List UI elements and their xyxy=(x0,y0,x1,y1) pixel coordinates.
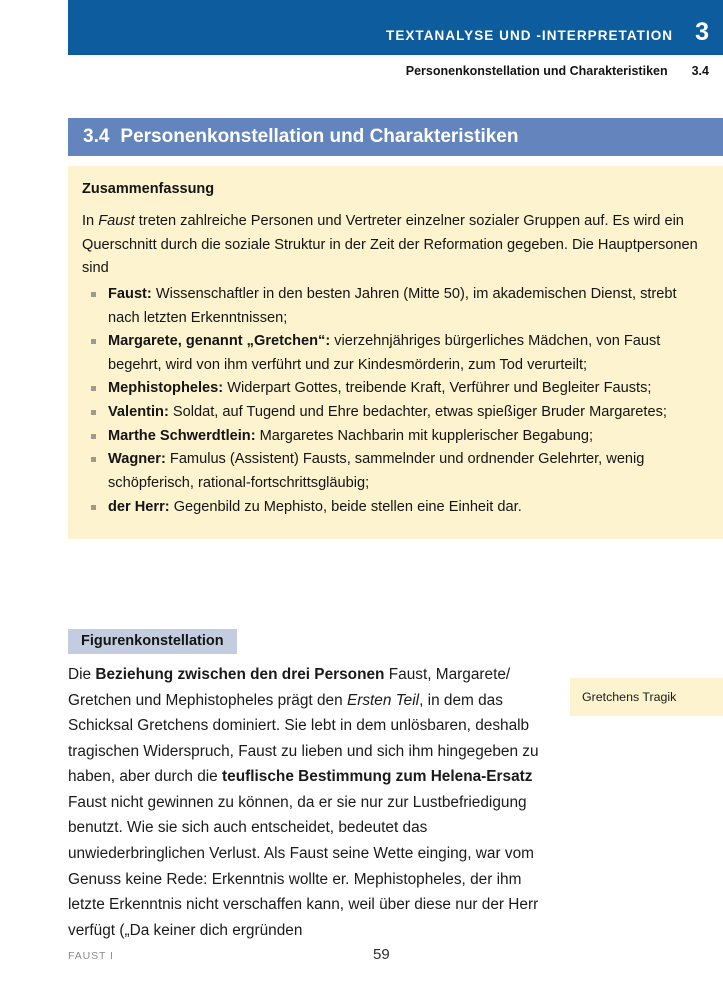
subsection-title: Personenkonstellation und Charakteristiken xyxy=(405,64,668,78)
footer-page-number: 59 xyxy=(373,946,390,963)
square-bullet-icon xyxy=(91,457,96,462)
square-bullet-icon xyxy=(91,386,96,391)
body-text-column xyxy=(68,662,560,943)
square-bullet-icon xyxy=(91,410,96,415)
keyword-tag-figurenkonstellation: Figurenkonstellation xyxy=(68,629,237,654)
summary-intro-italic-title: Faust xyxy=(98,213,135,229)
list-item xyxy=(82,448,701,495)
person-description: vierzehnjähriges bürgerliches Mädchen, von Faust begehrt, wird von ihm verführt und zur Kindesmörderin, zum Tod verurteilt; xyxy=(108,333,661,373)
list-item xyxy=(82,377,701,401)
subsection-number: 3.4 xyxy=(691,64,709,78)
list-item xyxy=(82,425,701,449)
summary-intro-rest: treten zahlreiche Personen und Vertreter einzelner sozialer Gruppen auf. Es wird ein Querschnitt durch die soziale Struktur in der Zeit der Reformation gegeben. Die Hauptpersonen sind xyxy=(82,213,698,277)
person-name: Wagner: xyxy=(108,451,166,468)
person-list xyxy=(82,283,701,519)
person-description: Margaretes Nachbarin mit kupplerischer Begabung; xyxy=(255,427,594,444)
person-description: Gegenbild zu Mephisto, beide stellen eine Einheit dar. xyxy=(169,498,522,515)
summary-box xyxy=(68,166,723,539)
summary-heading: Zusammenfassung xyxy=(82,181,215,197)
square-bullet-icon xyxy=(91,505,96,510)
person-name: Margarete, genannt „Gretchen“: xyxy=(108,333,331,350)
person-name: Valentin: xyxy=(108,404,169,421)
body-text-b: Faust, Margarete/ Gretchen und Mephistopheles prägt den xyxy=(68,666,511,709)
section-title-band xyxy=(68,118,723,156)
person-description: Soldat, auf Tugend und Ehre bedachter, etwas spießiger Bruder Margaretes; xyxy=(168,404,667,421)
body-bold-relationship: Beziehung zwischen den drei Personen xyxy=(95,666,385,683)
page-header-bar xyxy=(68,0,723,55)
summary-intro-prefix: In xyxy=(82,213,99,229)
section-title: Personenkonstellation und Charakteristiken xyxy=(120,126,519,147)
chapter-title: TEXTANALYSE UND -INTERPRETATION xyxy=(386,28,674,43)
subsection-header xyxy=(406,64,709,78)
margin-note-box xyxy=(570,678,723,716)
footer-book-title: FAUST I xyxy=(68,950,114,962)
body-text-d: Faust nicht gewinnen zu können, da er sie nur zur Lustbefriedigung benutzt. Wie sie sich auch entscheidet, bedeutet das unwiederbringlichen Verlust. Als Faust seine Wette einging, war vom Genuss keine Rede: Erkenntnis wollte er. Mephistopheles, der ihm letzte Erkenntnis nicht verschaffen kann, weil über diese nur der Herr verfügt („Da keiner dich ergründen xyxy=(68,793,539,939)
square-bullet-icon xyxy=(91,434,96,439)
person-description: Wissenschaftler in den besten Jahren (Mitte 50), im akademischen Dienst, strebt nach letzten Erkenntnissen; xyxy=(108,285,677,326)
body-paragraph xyxy=(68,662,560,943)
list-item xyxy=(82,283,701,330)
list-item xyxy=(82,330,701,377)
person-name: Faust: xyxy=(108,285,152,302)
list-item xyxy=(82,401,701,425)
margin-note-text: Gretchens Tragik xyxy=(582,690,677,704)
section-number: 3.4 xyxy=(83,126,110,147)
person-description: Widerpart Gottes, treibende Kraft, Verführer und Begleiter Fausts; xyxy=(223,380,652,397)
person-name: der Herr: xyxy=(108,498,170,515)
body-bold-helena-ersatz: teuflische Bestimmung zum Helena-Ersatz xyxy=(222,768,533,786)
page-header-bar-content xyxy=(386,20,709,45)
body-text-a: Die xyxy=(68,666,96,683)
person-name: Marthe Schwerdtlein: xyxy=(108,427,256,444)
summary-intro-paragraph xyxy=(82,210,701,281)
page-footer xyxy=(0,946,723,974)
list-item xyxy=(82,496,701,520)
person-name: Mephistopheles: xyxy=(108,380,224,397)
body-italic-ersten-teil: Ersten Teil xyxy=(346,691,420,709)
square-bullet-icon xyxy=(91,292,96,297)
body-text-c: , in dem das Schicksal Gretchens dominiert. Sie lebt in dem unlösbaren, deshalb tragischen Widerspruch, Faust zu lieben und sich ihm hingegeben zu haben, aber durch die xyxy=(68,691,539,786)
chapter-number: 3 xyxy=(695,18,709,46)
person-description: Famulus (Assistent) Fausts, sammelnder und ordnender Gelehrter, wenig schöpferisch, rational-fortschrittsgläubig; xyxy=(108,451,645,492)
square-bullet-icon xyxy=(91,339,96,344)
